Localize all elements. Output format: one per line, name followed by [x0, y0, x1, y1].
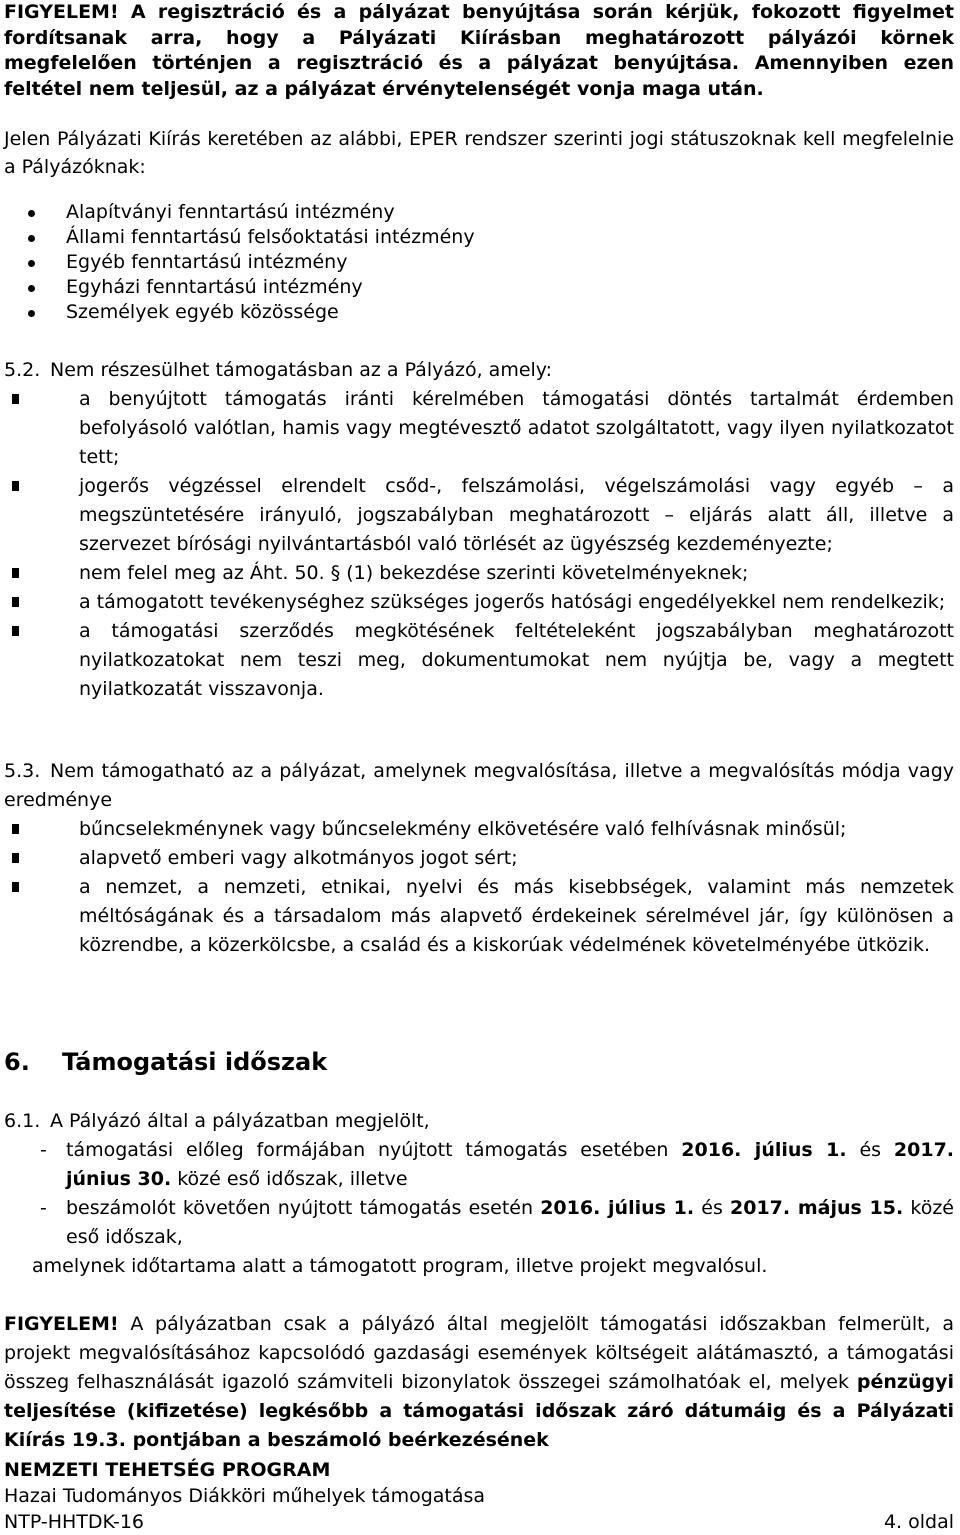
footer-program: NEMZETI TEHETSÉG PROGRAM [4, 1459, 331, 1481]
footer-code-row [4, 1509, 954, 1535]
list-item: Alapítványi fenntartású intézmény [28, 200, 475, 225]
list-item: jogerős végzéssel elrendelt csőd-, felszámolási, végelszámolási vagy egyéb – a megszüntetésére irányuló, jogszabályban meghatározott – eljárás alatt áll, illetve a szervezet bírósági nyilvántartásból való törlését az ügyészség kezdeményezte; [4, 472, 954, 559]
warning-text: A pályázatban csak a pályázó által megjelölt támogatási időszakban felmerült, a projekt megvalósításához kapcsolódó gazdasági események költségeit alátámasztó, a támogatási összeg felhasználását igazoló számviteli bizonylatok összegei számolhatóak el, melyek [4, 1313, 954, 1393]
list-item: a benyújtott támogatás iránti kérelmében támogatási döntés tartalmát érdemben befolyásoló valótlan, hamis vagy megtévesztő adatot szolgáltatott, vagy ilyen nyilatkozatot tett; [4, 385, 954, 472]
list-item: nem felel meg az Áht. 50. § (1) bekezdése szerinti követelményeknek; [4, 559, 954, 588]
square-bullet-icon [12, 394, 19, 404]
list-item: Egyházi fenntartású intézmény [28, 275, 475, 300]
square-bullet-icon [12, 882, 19, 892]
section-5-3-list [4, 815, 954, 960]
square-bullet-icon [12, 481, 19, 491]
list-item: alapvető emberi vagy alkotmányos jogot sért; [4, 844, 954, 873]
bullet-icon [28, 285, 35, 292]
warning-label: FIGYELEM! [4, 1313, 119, 1335]
section-6-1-list [40, 1136, 954, 1252]
section-6-heading [4, 1044, 327, 1080]
bullet-icon [28, 235, 35, 242]
section-5-2-list [4, 385, 954, 704]
section-5-3-heading: 5.3. Nem támogatható az a pályázat, amelynek megvalósítása, illetve a megvalósítás módja vagy eredménye [4, 757, 954, 815]
legal-status-intro: Jelen Pályázati Kiírás keretében az alábbi, EPER rendszer szerinti jogi státuszoknak kell megfelelnie a Pályázóknak: [4, 128, 954, 178]
warning-text: A regisztráció és a pályázat benyújtása során kérjük, fokozott figyelmet fordítsanak arra, hogy a Pályázati Kiírásban meghatározott pályázói körnek megfelelően történjen a regisztráció és a pályázat benyújtása. Amennyiben ezen feltétel nem teljesül, az a pályázat érvénytelenségét vonja maga után. [4, 1, 954, 100]
list-item: Állami fenntartású felsőoktatási intézmény [28, 225, 475, 250]
list-item: a támogatott tevékenységhez szükséges jogerős hatósági engedélyekkel nem rendelkezik; [4, 588, 954, 617]
section-5-2-heading: 5.2. Nem részesülhet támogatásban az a Pályázó, amely: [4, 356, 954, 385]
legal-status-list [28, 200, 475, 325]
section-6-1-closing: amelynek időtartama alatt a támogatott program, illetve projekt megvalósul. [32, 1255, 768, 1277]
bullet-icon [28, 210, 35, 217]
square-bullet-icon [12, 824, 19, 834]
square-bullet-icon [12, 853, 19, 863]
square-bullet-icon [12, 568, 19, 578]
second-warning [4, 1310, 954, 1455]
section-number: 5.3. [4, 760, 41, 782]
page-number: 4. oldal [883, 1511, 954, 1533]
section-title: Támogatási időszak [62, 1048, 328, 1076]
intro-warning [4, 0, 954, 102]
list-item: bűncselekménynek vagy bűncselekmény elkövetésére való felhívásnak minősül; [4, 815, 954, 844]
square-bullet-icon [12, 597, 19, 607]
section-6-1-heading: 6.1. A Pályázó által a pályázatban megjelölt, [4, 1107, 954, 1136]
footer-subtitle: Hazai Tudományos Diákköri műhelyek támogatása [4, 1485, 486, 1507]
list-item: - támogatási előleg formájában nyújtott támogatás esetében 2016. július 1. és 2017. június 30. közé eső időszak, illetve [40, 1139, 955, 1190]
section-number: 6. [4, 1048, 30, 1076]
bullet-icon [28, 260, 35, 267]
warning-bold-text: pénzügyi teljesítése (kifizetése) legkésőbb a támogatási időszak záró dátumáig és a Pályázati Kiírás 19.3. pontjában a beszámoló beérkezésének [4, 1371, 954, 1451]
list-item: Személyek egyéb közössége [28, 300, 475, 325]
list-item: Egyéb fenntartású intézmény [28, 250, 475, 275]
section-number: 5.2. [4, 359, 41, 381]
bullet-icon [28, 310, 35, 317]
list-item: a támogatási szerződés megkötésének feltételeként jogszabályban meghatározott nyilatkozatokat nem teszi meg, dokumentumokat nem nyújtja be, vagy a megtett nyilatkozatát visszavonja. [4, 617, 954, 704]
section-number: 6.1. [4, 1110, 41, 1132]
page-footer [4, 1457, 954, 1535]
footer-code: NTP-HHTDK-16 [4, 1511, 145, 1533]
list-item: - beszámolót követően nyújtott támogatás esetén 2016. július 1. és 2017. május 15. közé eső időszak, [40, 1197, 954, 1248]
warning-label: FIGYELEM! [4, 1, 119, 23]
list-item: a nemzet, a nemzeti, etnikai, nyelvi és más kisebbségek, valamint más nemzetek méltóságának és a társadalom más alapvető érdekeinek sérelmével jár, így különösen a közrendbe, a közerkölcsbe, a család és a kiskorúak védelmének követelményébe ütközik. [4, 873, 954, 960]
square-bullet-icon [12, 626, 19, 636]
